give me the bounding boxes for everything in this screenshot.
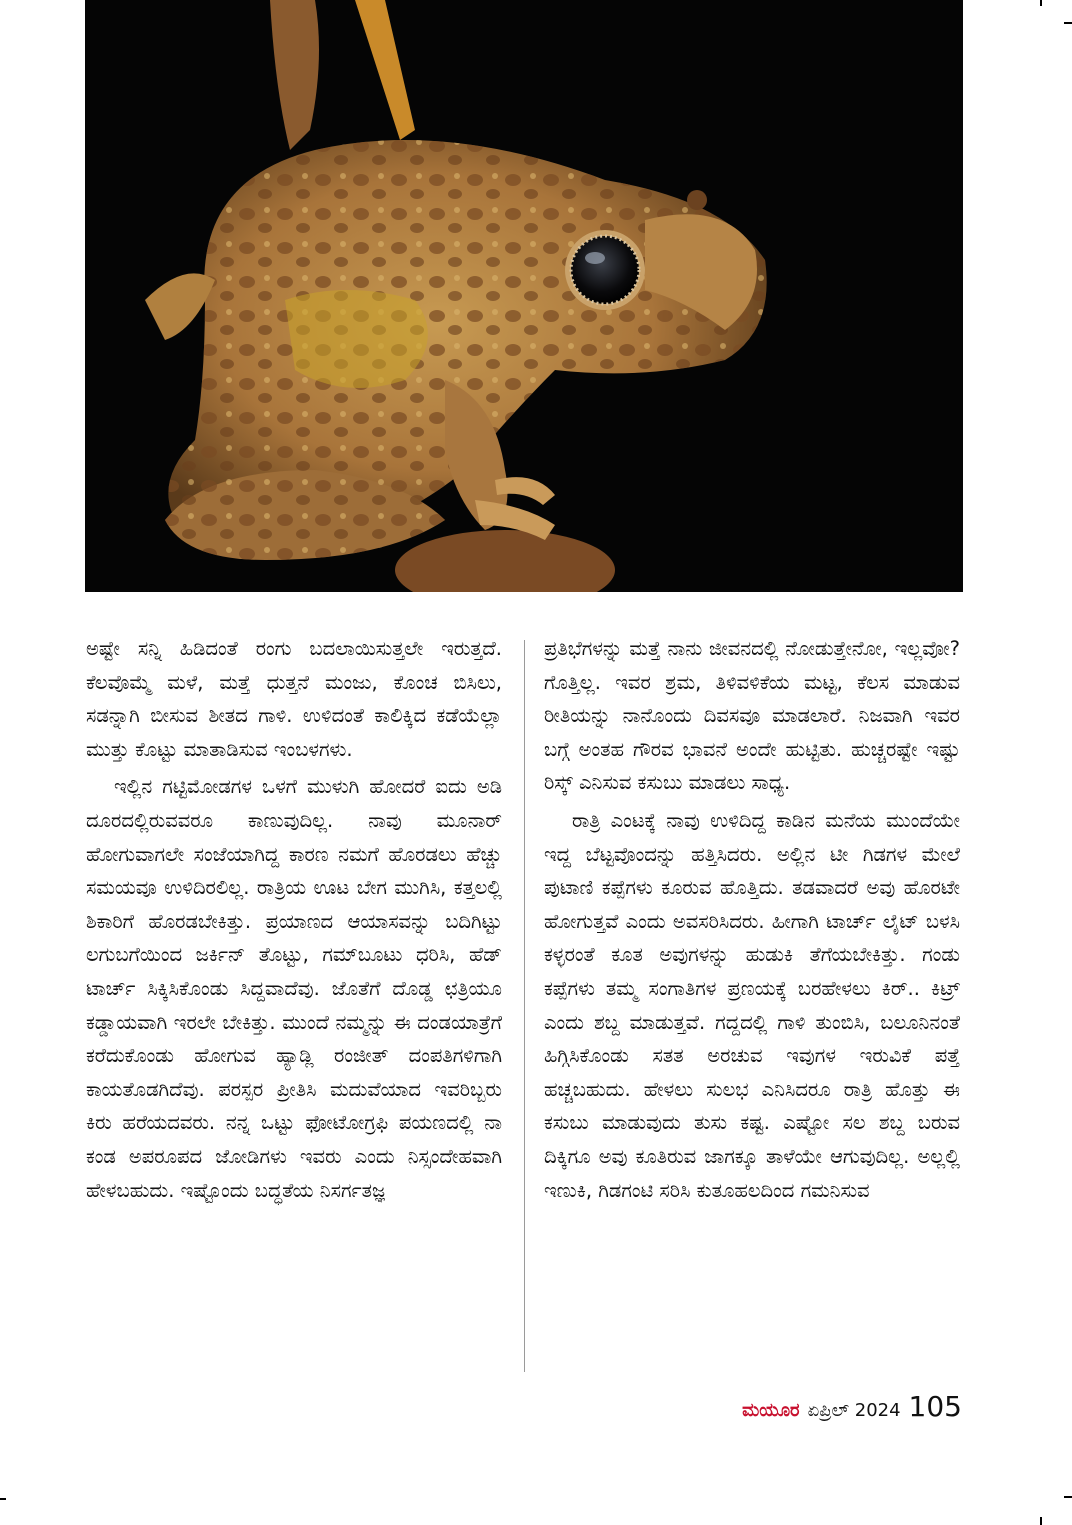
crop-mark xyxy=(0,1498,6,1500)
article-column-left xyxy=(86,632,502,1207)
tree-frog-photo xyxy=(85,0,963,592)
crop-mark xyxy=(1040,0,1042,6)
issue-date: ಏಪ್ರಿಲ್ 2024 xyxy=(807,1400,901,1421)
page-number: 105 xyxy=(908,1390,962,1423)
paragraph: ಅಷ್ಟೇ ಸನ್ನಿ ಹಿಡಿದಂತೆ ರಂಗು ಬದಲಾಯಿಸುತ್ತಲೇ ಇರುತ್ತದೆ. ಕೆಲವೊಮ್ಮೆ ಮಳೆ, ಮತ್ತೆ ಧುತ್ತನೆ ಮಂಜು, ಕೊಂಚ ಬಿಸಿಲು, ಸಡನ್ನಾಗಿ ಬೀಸುವ ಶೀತದ ಗಾಳಿ. ಉಳಿದಂತೆ ಕಾಲಿಕ್ಕಿದ ಕಡೆಯೆಲ್ಲಾ ಮುತ್ತು ಕೊಟ್ಟು ಮಾತಾಡಿಸುವ ಇಂಬಳಗಳು. xyxy=(86,637,502,761)
paragraph: ಇಲ್ಲಿನ ಗಟ್ಟಿಮೋಡಗಳ ಒಳಗೆ ಮುಳುಗಿ ಹೋದರೆ ಐದು ಅಡಿ ದೂರದಲ್ಲಿರುವವರೂ ಕಾಣುವುದಿಲ್ಲ. ನಾವು ಮೂನಾರ್ ಹೋಗುವಾಗಲೇ ಸಂಜೆಯಾಗಿದ್ದ ಕಾರಣ ನಮಗೆ ಹೊರಡಲು ಹೆಚ್ಚು ಸಮಯವೂ ಉಳಿದಿರಲಿಲ್ಲ. ರಾತ್ರಿಯ ಊಟ ಬೇಗ ಮುಗಿಸಿ, ಕತ್ತಲಲ್ಲಿ ಶಿಕಾರಿಗೆ ಹೊರಡಬೇಕಿತ್ತು. ಪ್ರಯಾಣದ ಆಯಾಸವನ್ನು ಬದಿಗಿಟ್ಟು ಲಗುಬಗೆಯಿಂದ ಜರ್ಕಿನ್ ತೊಟ್ಟು, ಗಮ್‌ಬೂಟು ಧರಿಸಿ, ಹೆಡ್ ಟಾರ್ಚ್ ಸಿಕ್ಕಿಸಿಕೊಂಡು ಸಿದ್ದವಾದೆವು. ಜೊತೆಗೆ ದೊಡ್ಡ ಛತ್ರಿಯೂ ಕಡ್ಡಾಯವಾಗಿ ಇರಲೇ ಬೇಕಿತ್ತು. ಮುಂದೆ ನಮ್ಮನ್ನು ಈ ದಂಡಯಾತ್ರೆಗೆ ಕರೆದುಕೊಂಡು ಹೋಗುವ ಹ್ಯಾಡ್ಲಿ ರಂಜೀತ್ ದಂಪತಿಗಳಿಗಾಗಿ ಕಾಯತೊಡಗಿದೆವು. ಪರಸ್ಪರ ಪ್ರೀತಿಸಿ ಮದುವೆಯಾದ ಇವರಿಬ್ಬರು ಕಿರು ಹರೆಯದವರು. ನನ್ನ ಒಟ್ಟು ಫೋಟೋಗ್ರಫಿ ಪಯಣದಲ್ಲಿ ನಾ ಕಂಡ ಅಪರೂಪದ ಜೋಡಿಗಳು ಇವರು ಎಂದು ನಿಸ್ಸಂದೇಹವಾಗಿ ಹೇಳಬಹುದು. ಇಷ್ಟೊಂದು ಬದ್ಧತೆಯ ನಿಸರ್ಗತಜ್ಞ xyxy=(86,775,502,1202)
article-column-right xyxy=(544,632,960,1207)
frog-illustration xyxy=(85,0,963,592)
crop-mark xyxy=(1064,22,1072,24)
page-footer xyxy=(742,1390,962,1423)
paragraph: ಪ್ರತಿಭೆಗಳನ್ನು ಮತ್ತೆ ನಾನು ಜೀವನದಲ್ಲಿ ನೋಡುತ್ತೇನೋ, ಇಲ್ಲವೋ? ಗೊತ್ತಿಲ್ಲ. ಇವರ ಶ್ರಮ, ತಿಳಿವಳಿಕೆಯ ಮಟ್ಟ, ಕೆಲಸ ಮಾಡುವ ರೀತಿಯನ್ನು ನಾನೊಂದು ದಿವಸವೂ ಮಾಡಲಾರೆ. ನಿಜವಾಗಿ ಇವರ ಬಗ್ಗೆ ಅಂತಹ ಗೌರವ ಭಾವನೆ ಅಂದೇ ಹುಟ್ಟಿತು. ಹುಚ್ಚರಷ್ಟೇ ಇಷ್ಟು ರಿಸ್ಕ್ ಎನಿಸುವ ಕಸುಬು ಮಾಡಲು ಸಾಧ್ಯ. xyxy=(544,637,960,795)
crop-mark xyxy=(1040,1517,1042,1525)
paragraph: ರಾತ್ರಿ ಎಂಟಕ್ಕೆ ನಾವು ಉಳಿದಿದ್ದ ಕಾಡಿನ ಮನೆಯ ಮುಂದೆಯೇ ಇದ್ದ ಬೆಟ್ಟವೊಂದನ್ನು ಹತ್ತಿಸಿದರು. ಅಲ್ಲಿನ ಟೀ ಗಿಡಗಳ ಮೇಲೆ ಪುಟಾಣಿ ಕಪ್ಪೆಗಳು ಕೂರುವ ಹೊತ್ತಿದು. ತಡವಾದರೆ ಅವು ಹೊರಟೇ ಹೋಗುತ್ತವೆ ಎಂದು ಅವಸರಿಸಿದರು. ಹೀಗಾಗಿ ಟಾರ್ಚ್ ಲೈಟ್ ಬಳಸಿ ಕಳ್ಳರಂತೆ ಕೂತ ಅವುಗಳನ್ನು ಹುಡುಕಿ ತೆಗೆಯಬೇಕಿತ್ತು. ಗಂಡು ಕಪ್ಪೆಗಳು ತಮ್ಮ ಸಂಗಾತಿಗಳ ಪ್ರಣಯಕ್ಕೆ ಬರಹೇಳಲು ಕಿರ್.. ಕಿಟ್ರ್ ಎಂದು ಶಬ್ದ ಮಾಡುತ್ತವೆ. ಗದ್ದದಲ್ಲಿ ಗಾಳಿ ತುಂಬಿಸಿ, ಬಲೂನಿನಂತೆ ಹಿಗ್ಗಿಸಿಕೊಂಡು ಸತತ ಅರಚುವ ಇವುಗಳ ಇರುವಿಕೆ ಪತ್ತೆ ಹಚ್ಚಬಹುದು. ಹೇಳಲು ಸುಲಭ ಎನಿಸಿದರೂ ರಾತ್ರಿ ಹೊತ್ತು ಈ ಕಸುಬು ಮಾಡುವುದು ತುಸು ಕಷ್ಟ. ಎಷ್ಟೋ ಸಲ ಶಬ್ದ ಬರುವ ದಿಕ್ಕಿಗೂ ಅವು ಕೂತಿರುವ ಜಾಗಕ್ಕೂ ತಾಳೆಯೇ ಆಗುವುದಿಲ್ಲ. ಅಲ್ಲಲ್ಲಿ ಇಣುಕಿ, ಗಿಡಗಂಟಿ ಸರಿಸಿ ಕುತೂಹಲದಿಂದ ಗಮನಿಸುವ xyxy=(544,808,960,1202)
crop-mark xyxy=(1064,1496,1072,1498)
magazine-brand: ಮಯೂರ xyxy=(742,1400,800,1421)
column-divider xyxy=(524,640,525,1372)
